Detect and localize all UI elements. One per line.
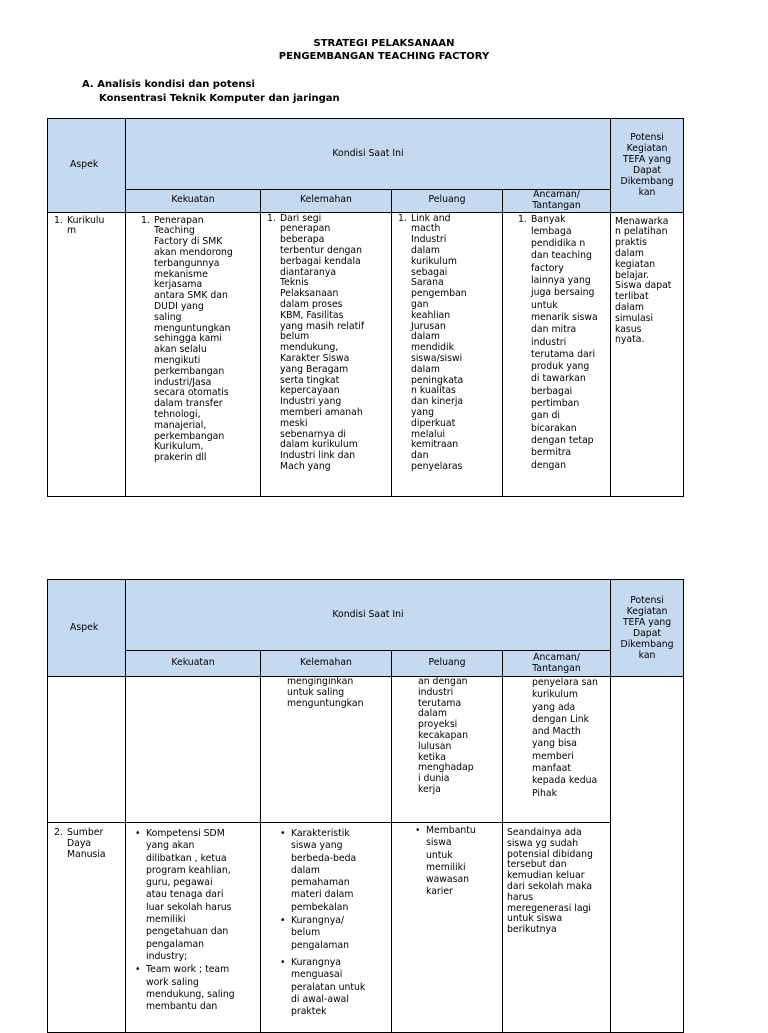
cell-kekuatan [126, 823, 261, 1033]
kelemahan-cont-text: menginginkan untuk saling menguntungkan [287, 676, 364, 709]
list-item: • Kurangnya menguasai peralatan untuk di awal-awal praktek [291, 957, 387, 1018]
section-a-subheading: Konsentrasi Teknik Komputer dan jaringan [99, 93, 340, 104]
cell-peluang [392, 677, 503, 823]
analysis-table-page2 [47, 579, 684, 1033]
header-kekuatan: Kekuatan [126, 651, 261, 677]
cell-kekuatan [126, 677, 261, 823]
cell-ancaman [503, 677, 611, 823]
list-item: • Kompetensi SDM yang akan dilibatkan , ketua program keahlian, guru, pegawai atau tenaga dari luar sekolah harus memiliki pengetahuan dan pengalaman industry; [146, 828, 256, 963]
ancaman-text: Banyak lembaga pendidika n dan teaching factory lainnya yang juga bersaing untuk menarik siswa dan mitra industri terutama dari produk yang di tawarkan berbagai pertimban gan di bicarakan dengan tetap bermitra dengan [531, 213, 598, 471]
list-number: 1. [518, 213, 527, 225]
list-number: 1. [141, 214, 150, 226]
list-item: • Karakteristik siswa yang berbeda-beda dalam pemahaman materi dalam pembekalan [291, 828, 387, 914]
kelemahan-text: Dari segi penerapan beberapa terbentur dengan berbagai kendala diantaranya Teknis Pelaksanaan dalam proses KBM, Fasilitas yang masih relatif belum mendukung, Karakter Siswa yang Beragam serta tingkat kepercayaan Industri yang memberi amanah meski sebenarnya di dalam kurikulum Industri link dan Mach yang [280, 212, 365, 472]
header-aspek: Aspek [48, 580, 126, 677]
header-aspek: Aspek [48, 119, 126, 213]
cell-peluang [392, 212, 503, 496]
header-peluang: Peluang [392, 651, 503, 677]
cell-kelemahan [261, 677, 392, 823]
list-item: • Membantu siswa untuk memiliki wawasan karier [426, 825, 498, 899]
header-kekuatan: Kekuatan [126, 190, 261, 213]
list-number: 1. [54, 214, 63, 226]
header-kelemahan: Kelemahan [261, 190, 392, 213]
cell-potensi [611, 212, 684, 496]
kekuatan-text: Penerapan Teaching Factory di SMK akan mendorong terbangunnya mekanisme kerjasama antara SMK dan DUDI yang saling menguntungkan sehingga kami akan selalu mengikuti perkembangan industri/Jasa secara otomatis dalam transfer tehnologi, manajerial, perkembangan Kurikulum, prakerin dll [154, 214, 233, 464]
aspek-label: Sumber Daya Manusia [67, 827, 106, 860]
list-item: • Team work ; team work saling mendukung, saling membantu dan [146, 964, 256, 1013]
list-number: 1. [398, 212, 407, 224]
header-potensi: Potensi Kegiatan TEFA yang Dapat Dikembang kan [611, 580, 684, 677]
header-peluang: Peluang [392, 190, 503, 213]
table-row [48, 677, 684, 823]
list-item: • Kurangnya/ belum pengalaman [291, 915, 387, 952]
cell-potensi [611, 677, 684, 1033]
header-ancaman: Ancaman/ Tantangan [503, 190, 611, 213]
cell-kelemahan [261, 212, 392, 496]
aspek-label: Kurikulu m [67, 214, 105, 237]
cell-ancaman [503, 823, 611, 1033]
list-number: 2. [54, 827, 63, 838]
header-kondisi: Kondisi Saat Ini [126, 580, 611, 651]
cell-kekuatan [126, 212, 261, 496]
header-ancaman: Ancaman/ Tantangan [503, 651, 611, 677]
document-title-line2: PENGEMBANGAN TEACHING FACTORY [278, 51, 490, 62]
analysis-table-page1 [47, 118, 684, 497]
cell-aspek [48, 677, 126, 823]
table-row [48, 823, 684, 1033]
cell-kelemahan [261, 823, 392, 1033]
ancaman-cont-text: penyelara san kurikulum yang ada dengan Link and Macth yang bisa memberi manfaat kepada kedua Pihak [532, 677, 598, 799]
document-title-line1: STRATEGI PELAKSANAAN [313, 38, 455, 49]
table-row [48, 212, 684, 496]
list-number: 1. [267, 212, 276, 224]
section-a-heading: A. Analisis kondisi dan potensi [82, 79, 255, 90]
peluang-cont-text: an dengan industri terutama dalam proyeksi kecakapan lulusan ketika menghadap i dunia kerja [418, 676, 474, 795]
header-kelemahan: Kelemahan [261, 651, 392, 677]
header-kondisi: Kondisi Saat Ini [126, 119, 611, 190]
cell-aspek [48, 212, 126, 496]
cell-ancaman [503, 212, 611, 496]
potensi-text: Menawarka n pelatihan praktis dalam kegiatan belajar. Siswa dapat terlibat dalam simulasi kasus nyata. [615, 215, 672, 346]
ancaman-text: Seandainya ada siswa yg sudah potensial dibidang tersebut dan kemudian keluar dari sekolah maka harus meregenerasi lagi untuk siswa berikutnya [507, 827, 593, 936]
cell-aspek [48, 823, 126, 1033]
header-potensi: Potensi Kegiatan TEFA yang Dapat Dikembang kan [611, 119, 684, 213]
peluang-text: Link and macth Industri dalam kurikulum sebagai Sarana pengemban gan keahlian Jurusan dalam mendidik siswa/siswi dalam peningkata n kualitas dan kinerja yang diperkuat melalui kemitraan dan penyelaras [411, 212, 467, 472]
cell-peluang [392, 823, 503, 1033]
